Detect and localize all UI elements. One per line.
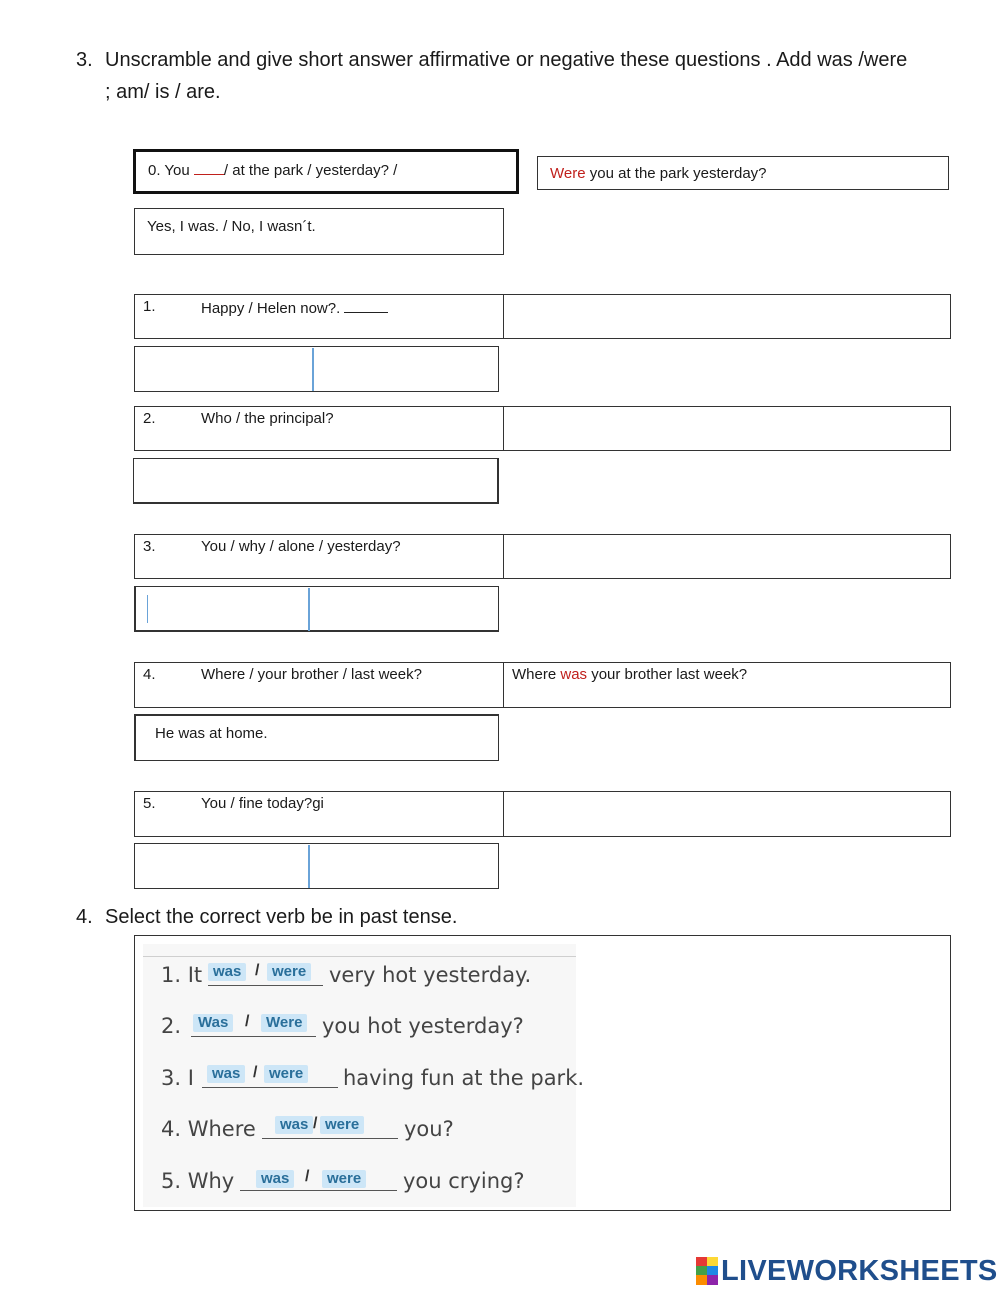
ex4-line3-option-were[interactable]: were (264, 1065, 308, 1083)
ex4-line3-end: having fun at the park. (343, 1066, 585, 1090)
item2-answer-input[interactable] (503, 406, 951, 451)
item5-number: 5. (143, 795, 156, 812)
ex4-line1-option-was[interactable]: was (208, 963, 246, 981)
item1-number: 1. (143, 298, 156, 315)
example-answer-box[interactable] (537, 156, 949, 190)
item4-short-answer-input[interactable] (134, 714, 499, 761)
section3-instruction-line1: Unscramble and give short answer affirmative or negative these questions . Add was /were (105, 49, 908, 71)
section4-title: Select the correct verb be in past tense. (105, 906, 458, 928)
item4-answer-input[interactable] (503, 662, 951, 708)
ex4-line4-start: 4. Where (161, 1117, 256, 1141)
example-prompt: 0. You / at the park / yesterday? / (148, 162, 398, 179)
item4-number: 4. (143, 666, 156, 683)
item3-prompt-cell (134, 534, 504, 579)
item3-short-answer-input[interactable] (134, 586, 499, 632)
ex4-line1-slash: / (255, 962, 260, 979)
item1-field-divider (312, 348, 314, 391)
item2-number: 2. (143, 410, 156, 427)
item1-blank (344, 298, 388, 313)
example-blank (194, 160, 224, 175)
example-answer: Were you at the park yesterday? (550, 165, 767, 182)
ex4-line4-option-were[interactable]: were (320, 1116, 364, 1134)
ex4-line1-blank (208, 985, 323, 986)
item5-answer-input[interactable] (503, 791, 951, 837)
item1-prompt-cell (134, 294, 504, 339)
example-prompt-box (133, 149, 519, 194)
ex4-line1-start: 1. It (161, 963, 203, 987)
item2-prompt-cell (134, 406, 504, 451)
item5-short-answer-input[interactable] (134, 843, 499, 889)
item3-field-divider (308, 588, 310, 631)
ex4-line3-blank (202, 1087, 338, 1088)
exercise4-top-rule (143, 956, 576, 957)
item2-prompt: Who / the principal? (201, 410, 334, 427)
ex4-line5-blank (240, 1190, 397, 1191)
ex4-line2-start: 2. (161, 1014, 182, 1038)
item4-prompt: Where / your brother / last week? (201, 666, 422, 683)
ex4-line3-start: 3. I (161, 1066, 194, 1090)
item1-prompt: Happy / Helen now?. (201, 298, 388, 317)
item5-prompt-cell (134, 791, 504, 837)
liveworksheets-logo-icon (696, 1257, 718, 1285)
ex4-line4-option-was[interactable]: was (275, 1116, 313, 1134)
ex4-line5-option-were[interactable]: were (322, 1170, 366, 1188)
ex4-line3-option-was[interactable]: was (207, 1065, 245, 1083)
ex4-line2-blank (191, 1036, 316, 1037)
item5-prompt: You / fine today?gi (201, 795, 324, 812)
ex4-line2-slash: / (245, 1013, 250, 1030)
item2-short-answer-input[interactable] (133, 458, 499, 504)
liveworksheets-logo[interactable] (696, 1254, 998, 1288)
item3-number: 3. (143, 538, 156, 555)
ex4-line2-end: you hot yesterday? (322, 1014, 524, 1038)
ex4-line5-end: you crying? (403, 1169, 525, 1193)
ex4-line4-end: you? (404, 1117, 454, 1141)
ex4-line4-blank (262, 1138, 398, 1139)
example-short-answer: Yes, I was. / No, I wasn´t. (147, 218, 316, 235)
item4-answer: Where was your brother last week? (512, 666, 748, 683)
section3-number: 3. (76, 49, 93, 71)
item3-text-caret (147, 595, 148, 623)
example-short-answer-box[interactable] (134, 208, 504, 255)
item5-field-divider (308, 845, 310, 888)
item4-prompt-cell (134, 662, 504, 708)
ex4-line5-slash: / (305, 1168, 310, 1185)
item1-answer-input[interactable] (503, 294, 951, 339)
item1-short-answer-input[interactable] (134, 346, 499, 392)
ex4-line5-option-was[interactable]: was (256, 1170, 294, 1188)
ex4-line5-start: 5. Why (161, 1169, 235, 1193)
section4-number: 4. (76, 906, 93, 928)
ex4-line2-option-was[interactable]: Was (193, 1014, 233, 1032)
item3-prompt: You / why / alone / yesterday? (201, 538, 401, 555)
ex4-line1-end: very hot yesterday. (329, 963, 532, 987)
item4-short-answer: He was at home. (155, 725, 268, 742)
ex4-line3-slash: / (253, 1064, 258, 1081)
item3-answer-input[interactable] (503, 534, 951, 579)
ex4-line4-slash: / (313, 1115, 318, 1132)
liveworksheets-wordmark: LIVEWORKSHEETS (721, 1254, 998, 1287)
ex4-line2-option-were[interactable]: Were (261, 1014, 307, 1032)
ex4-line1-option-were[interactable]: were (267, 963, 311, 981)
section3-instruction-line2: ; am/ is / are. (105, 81, 221, 103)
